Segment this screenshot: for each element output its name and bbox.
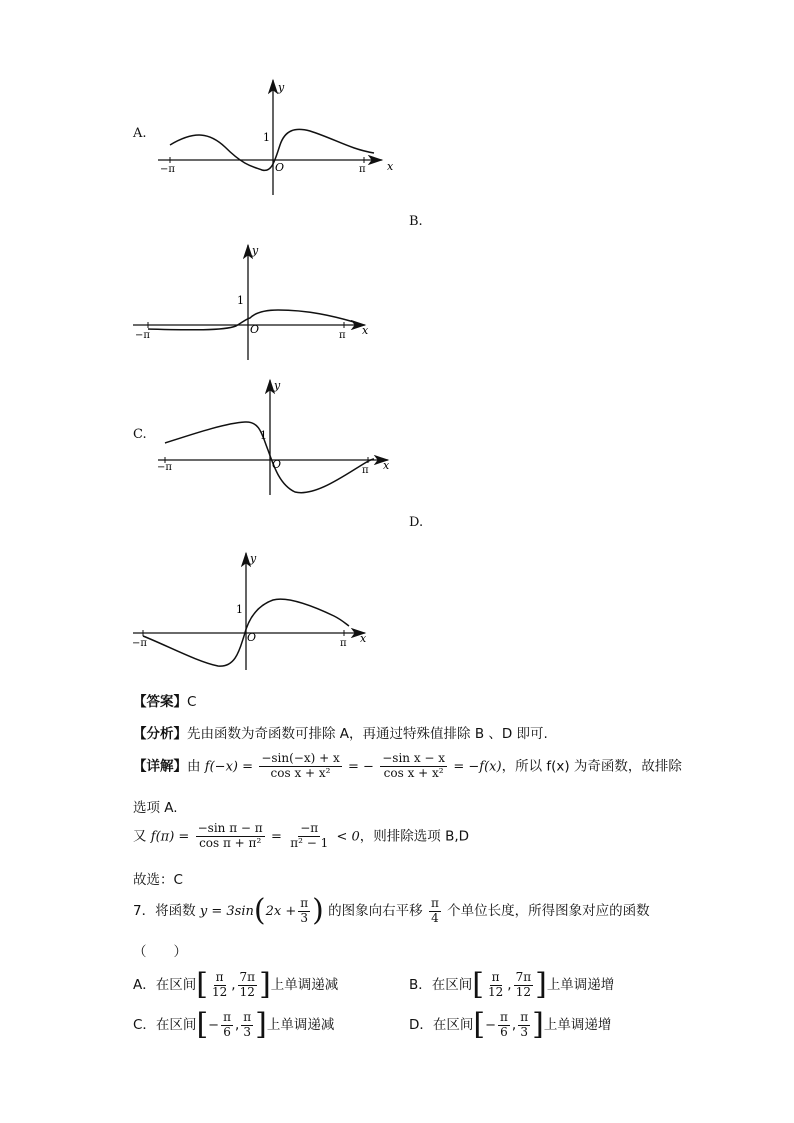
frac-den: 12 (239, 984, 255, 999)
bracket-open: [ (473, 1007, 486, 1042)
tick-pi: π (339, 330, 346, 341)
frac-den: 12 (515, 984, 531, 999)
also-frac1-den: cos π + π² (199, 835, 262, 850)
q7-shift-num: π (430, 895, 439, 910)
q7-option-d-label: D．在区间 (409, 1017, 474, 1033)
y-label: y (278, 81, 285, 94)
option-a-label: A. (133, 126, 147, 141)
also-tail: < 0 (336, 829, 360, 845)
frac-den: 6 (500, 1024, 508, 1039)
q7-option-d[interactable]: D．在区间[− $\frac{\pi}{6}$ , $\frac{\pi}{3}$ ]上单调递增 (409, 1007, 612, 1042)
q7-line (133, 893, 650, 928)
tick-one: 1 (237, 294, 244, 307)
origin-label: O (275, 161, 285, 174)
q7-option-c[interactable]: C．在区间[− $\frac{\pi}{6}$ , $\frac{\pi}{3}$ ]上单调递减 (133, 1007, 335, 1042)
also-frac1 (196, 822, 265, 851)
frac-den: 12 (487, 984, 504, 999)
q7-option-b-frac1 (486, 971, 505, 1000)
graph-b (128, 240, 378, 365)
tick-neg-pi: −π (160, 164, 175, 175)
frac-num: π (223, 1009, 231, 1024)
analysis-text: 先由函数为奇函数可排除 A，再通过特殊值排除 B 、D 即可. (187, 726, 548, 742)
frac-den: 6 (223, 1024, 231, 1039)
q7-option-d-tail: 上单调递增 (543, 1017, 612, 1033)
y-label: y (274, 379, 281, 392)
detail-tag: 【详解】 (133, 758, 187, 775)
q7-inner: 2x + (265, 904, 297, 919)
detail-line2: 选项 A. (133, 800, 178, 816)
detail-eq2: = − (348, 759, 374, 775)
bracket-open: [ (196, 967, 208, 1002)
answer-tag: 【答案】 (133, 694, 187, 710)
detail-rhs: = −f(x) (453, 759, 502, 775)
q7-option-c-frac1 (221, 1011, 233, 1040)
also-frac1-num: −sin π − π (197, 821, 263, 835)
tick-pi: π (340, 638, 347, 649)
q7-shift-frac (429, 897, 441, 926)
q7-option-a-frac2 (238, 971, 258, 1000)
detail-line (133, 752, 682, 781)
graph-d (128, 548, 378, 673)
tick-neg-pi: −π (157, 462, 172, 473)
curve-a (170, 129, 374, 170)
option-c-label: C. (133, 427, 147, 442)
tick-neg-pi: −π (132, 638, 147, 649)
q7-option-d-frac2 (518, 1011, 530, 1040)
x-label: x (362, 324, 369, 337)
also-prefix: 又 (133, 828, 147, 845)
q7-option-c-tail: 上单调递减 (266, 1017, 335, 1033)
analysis-line (133, 722, 548, 742)
frac-num: π (215, 969, 224, 984)
x-label: x (360, 632, 367, 645)
graph-c (150, 375, 400, 500)
tick-pi: π (359, 164, 366, 175)
answer-line (133, 690, 196, 710)
frac-num: π (243, 1009, 252, 1024)
frac-num: 7π (239, 969, 256, 984)
option-d-label: D. (409, 515, 424, 530)
bracket-open: [ (196, 1007, 209, 1042)
tick-one: 1 (260, 429, 267, 442)
tick-neg-pi: −π (135, 330, 150, 341)
q7-option-a-frac1 (210, 971, 229, 1000)
also-frac2 (288, 822, 330, 851)
origin-label: O (272, 458, 282, 471)
origin-label: O (250, 323, 260, 336)
bracket-close: ] (259, 967, 271, 1002)
option-b-label: B. (409, 214, 423, 229)
bracket-close: ] (255, 1007, 267, 1042)
frac2-den: cos x + x² (383, 765, 444, 780)
detail-prefix: 由 (187, 758, 201, 775)
origin-label: O (247, 631, 257, 644)
detail-frac1 (259, 752, 341, 781)
also-eq: = (270, 829, 282, 845)
analysis-tag: 【分析】 (133, 726, 187, 742)
choice-line: 故选：C (133, 872, 183, 888)
tick-pi: π (362, 465, 369, 476)
frac-num: 7π (515, 969, 532, 984)
q7-option-b-label: B．在区间 (409, 977, 473, 993)
frac-num: π (500, 1009, 508, 1024)
frac-num: π (491, 969, 500, 984)
x-label: x (383, 459, 390, 472)
y-label: y (250, 552, 257, 565)
graph-a (150, 75, 400, 200)
q7-paren-open: ( (253, 893, 266, 928)
q7-option-c-label: C．在区间 (133, 1017, 197, 1033)
detail-lhs: f(−x) = (204, 759, 254, 775)
q7-shift-den: 4 (431, 910, 439, 925)
q7-option-b[interactable]: B．在区间[ $\frac{\pi}{12}$ , $\frac{7\pi}{12}$ ]上单调递增 (409, 967, 615, 1002)
frac-den: 3 (243, 1024, 252, 1039)
x-label: x (387, 160, 394, 173)
q7-option-c-frac2 (241, 1011, 253, 1040)
bracket-close: ] (535, 967, 547, 1002)
also-frac2-den: π² − 1 (290, 835, 329, 850)
q7-option-a[interactable]: A．在区间[ $\frac{\pi}{12}$ , $\frac{7\pi}{12}$ ]上单调递减 (133, 967, 339, 1002)
bracket-close: ] (532, 1007, 544, 1042)
q7-end: 个单位长度，所得图象对应的函数 (447, 903, 650, 919)
frac1-den: cos x + x² (270, 765, 331, 780)
frac-num: π (520, 1009, 529, 1024)
q7-in-den: 3 (300, 910, 308, 925)
y-label: y (252, 244, 259, 257)
minus-sign: − (485, 1018, 497, 1033)
q7-option-a-tail: 上单调递减 (270, 977, 339, 993)
bracket-open: [ (472, 967, 484, 1002)
frac-den: 3 (520, 1024, 528, 1039)
tick-one: 1 (236, 603, 243, 616)
q7-blank: （ ） (133, 944, 187, 960)
detail-frac2 (380, 752, 447, 781)
q7-option-d-frac1 (498, 1011, 510, 1040)
q7-option-b-frac2 (514, 971, 534, 1000)
q7-in-num: π (300, 895, 309, 910)
q7-option-b-tail: 上单调递增 (546, 977, 615, 993)
q7-number: 7．将函数 (133, 903, 196, 919)
q7-inner-frac (298, 897, 310, 926)
minus-sign: − (208, 1018, 220, 1033)
tick-one: 1 (263, 131, 270, 144)
also-frac2-num: −π (300, 821, 319, 835)
detail-suffix: ，所以 f(x) 为奇函数，故排除 (501, 758, 682, 775)
q7-mid: 的图象向右平移 (328, 903, 423, 919)
frac2-num: −sin x − x (382, 751, 446, 765)
q7-paren-close: ) (312, 893, 324, 928)
answer-value: C (187, 694, 197, 710)
frac-den: 12 (211, 984, 228, 999)
also-lhs: f(π) = (150, 829, 190, 845)
also-line (133, 822, 469, 851)
also-suffix: ，则排除选项 B,D (359, 828, 470, 845)
q7-option-a-label: A．在区间 (133, 977, 197, 993)
frac1-num: −sin(−x) + x (261, 751, 340, 765)
q7-expr: y = 3sin (199, 904, 254, 919)
